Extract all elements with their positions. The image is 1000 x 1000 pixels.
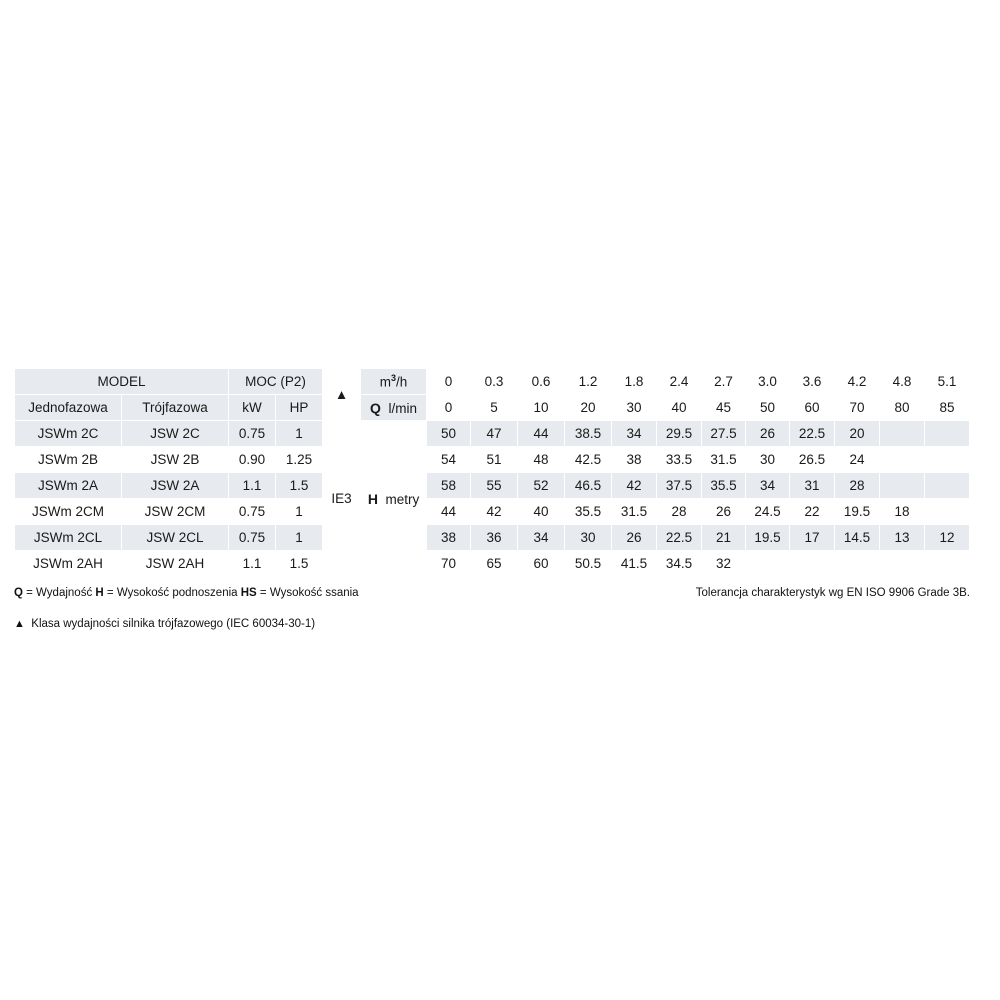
row-1-head-8: 26.5	[790, 447, 835, 473]
table-row	[15, 473, 970, 499]
row-1-head-4: 38	[612, 447, 657, 473]
row-3-head-6: 26	[702, 499, 746, 525]
lmin-label: l/min	[388, 400, 417, 416]
row-3-head-9: 19.5	[835, 499, 880, 525]
row-0-head-10	[880, 421, 925, 447]
row-2-head-11	[925, 473, 970, 499]
row-0-head-6: 27.5	[702, 421, 746, 447]
flow-lmin-1: 5	[471, 395, 518, 421]
flow-lmin-0: 0	[427, 395, 471, 421]
flow-lmin-8: 60	[790, 395, 835, 421]
legend-q-symbol: Q	[14, 587, 23, 599]
row-0-head-0: 50	[427, 421, 471, 447]
flow-lmin-7: 50	[746, 395, 790, 421]
row-5-head-5: 34.5	[657, 551, 702, 577]
row-3-single: JSWm 2CM	[15, 499, 122, 525]
row-2-single: JSWm 2A	[15, 473, 122, 499]
flow-m3h-9: 4.2	[835, 369, 880, 395]
flow-lmin-9: 70	[835, 395, 880, 421]
row-0-head-3: 38.5	[565, 421, 612, 447]
row-3-kw: 0.75	[229, 499, 276, 525]
flow-lmin-10: 80	[880, 395, 925, 421]
legend-q-text: = Wydajność	[22, 587, 96, 599]
row-5-head-11	[925, 551, 970, 577]
row-3-head-4: 31.5	[612, 499, 657, 525]
row-4-head-9: 14.5	[835, 525, 880, 551]
row-1-head-9: 24	[835, 447, 880, 473]
row-4-kw: 0.75	[229, 525, 276, 551]
row-2-head-1: 55	[471, 473, 518, 499]
row-4-head-10: 13	[880, 525, 925, 551]
header-three-phase: Trójfazowa	[122, 395, 229, 421]
pump-spec-table-wrapper	[14, 368, 970, 577]
row-0-head-4: 34	[612, 421, 657, 447]
table-header-row-1	[15, 369, 970, 395]
row-0-head-11	[925, 421, 970, 447]
flow-m3h-4: 1.8	[612, 369, 657, 395]
row-1-single: JSWm 2B	[15, 447, 122, 473]
flow-m3h-2: 0.6	[518, 369, 565, 395]
row-2-head-8: 31	[790, 473, 835, 499]
row-1-head-1: 51	[471, 447, 518, 473]
row-5-head-9	[835, 551, 880, 577]
row-5-head-0: 70	[427, 551, 471, 577]
row-2-head-10	[880, 473, 925, 499]
row-2-head-2: 52	[518, 473, 565, 499]
row-5-three: JSW 2AH	[122, 551, 229, 577]
row-5-head-2: 60	[518, 551, 565, 577]
table-row	[15, 421, 970, 447]
header-flow-unit-lmin	[361, 395, 427, 421]
header-kw: kW	[229, 395, 276, 421]
table-row	[15, 525, 970, 551]
row-1-kw: 0.90	[229, 447, 276, 473]
row-5-head-7	[746, 551, 790, 577]
legend-h-text: = Wysokość podnoszenia	[103, 587, 241, 599]
row-2-kw: 1.1	[229, 473, 276, 499]
row-4-head-11: 12	[925, 525, 970, 551]
row-0-head-9: 20	[835, 421, 880, 447]
row-2-three: JSW 2A	[122, 473, 229, 499]
row-4-head-0: 38	[427, 525, 471, 551]
flow-lmin-11: 85	[925, 395, 970, 421]
row-2-head-4: 42	[612, 473, 657, 499]
row-5-kw: 1.1	[229, 551, 276, 577]
flow-m3h-7: 3.0	[746, 369, 790, 395]
row-3-head-1: 42	[471, 499, 518, 525]
row-3-head-0: 44	[427, 499, 471, 525]
footer-ie-note	[14, 618, 315, 630]
flow-m3h-5: 2.4	[657, 369, 702, 395]
row-5-head-4: 41.5	[612, 551, 657, 577]
pump-spec-table	[14, 368, 970, 577]
flow-m3h-3: 1.2	[565, 369, 612, 395]
row-0-three: JSW 2C	[122, 421, 229, 447]
flow-lmin-5: 40	[657, 395, 702, 421]
legend-text	[14, 587, 359, 599]
row-4-head-2: 34	[518, 525, 565, 551]
header-single-phase: Jednofazowa	[15, 395, 122, 421]
row-1-head-10	[880, 447, 925, 473]
legend-h-symbol: H	[95, 587, 104, 599]
row-1-hp: 1.25	[276, 447, 323, 473]
table-header-row-2	[15, 395, 970, 421]
row-1-head-6: 31.5	[702, 447, 746, 473]
header-model-group: MODEL	[15, 369, 229, 395]
row-1-head-5: 33.5	[657, 447, 702, 473]
row-0-head-1: 47	[471, 421, 518, 447]
flow-m3h-1: 0.3	[471, 369, 518, 395]
legend-hs-symbol: HS	[240, 587, 257, 599]
row-5-head-6: 32	[702, 551, 746, 577]
h-metry-cell	[361, 421, 427, 577]
row-1-head-2: 48	[518, 447, 565, 473]
row-4-head-1: 36	[471, 525, 518, 551]
row-4-head-7: 19.5	[746, 525, 790, 551]
row-2-head-3: 46.5	[565, 473, 612, 499]
row-5-head-3: 50.5	[565, 551, 612, 577]
row-2-head-6: 35.5	[702, 473, 746, 499]
row-5-head-8	[790, 551, 835, 577]
row-1-head-11	[925, 447, 970, 473]
triangle-icon: ▲	[14, 618, 25, 630]
row-2-head-5: 37.5	[657, 473, 702, 499]
row-3-hp: 1	[276, 499, 323, 525]
row-0-head-5: 29.5	[657, 421, 702, 447]
row-3-head-11	[925, 499, 970, 525]
row-0-head-7: 26	[746, 421, 790, 447]
row-2-head-7: 34	[746, 473, 790, 499]
row-3-head-2: 40	[518, 499, 565, 525]
row-3-head-5: 28	[657, 499, 702, 525]
header-hp: HP	[276, 395, 323, 421]
flow-lmin-2: 10	[518, 395, 565, 421]
row-3-head-10: 18	[880, 499, 925, 525]
row-0-kw: 0.75	[229, 421, 276, 447]
row-5-single: JSWm 2AH	[15, 551, 122, 577]
flow-lmin-4: 30	[612, 395, 657, 421]
row-1-head-3: 42.5	[565, 447, 612, 473]
table-row	[15, 447, 970, 473]
row-4-head-5: 22.5	[657, 525, 702, 551]
row-3-head-3: 35.5	[565, 499, 612, 525]
row-4-single: JSWm 2CL	[15, 525, 122, 551]
q-symbol: Q	[370, 399, 381, 416]
row-2-head-0: 58	[427, 473, 471, 499]
row-1-head-0: 54	[427, 447, 471, 473]
h-symbol: H	[367, 490, 378, 507]
flow-m3h-10: 4.8	[880, 369, 925, 395]
header-flow-unit-m3h: $m^3/h$	[361, 369, 427, 395]
table-row	[15, 551, 970, 577]
row-4-head-4: 26	[612, 525, 657, 551]
row-0-single: JSWm 2C	[15, 421, 122, 447]
row-2-hp: 1.5	[276, 473, 323, 499]
row-3-head-7: 24.5	[746, 499, 790, 525]
flow-m3h-6: 2.7	[702, 369, 746, 395]
h-unit: metry	[385, 491, 420, 507]
row-3-head-8: 22	[790, 499, 835, 525]
legend-hs-text: = Wysokość ssania	[256, 587, 359, 599]
row-4-head-6: 21	[702, 525, 746, 551]
row-1-three: JSW 2B	[122, 447, 229, 473]
flow-lmin-6: 45	[702, 395, 746, 421]
row-4-three: JSW 2CL	[122, 525, 229, 551]
tolerance-note: Tolerancja charakterystyk wg EN ISO 9906 Grade 3B.	[695, 587, 970, 599]
flow-m3h-8: 3.6	[790, 369, 835, 395]
row-4-head-8: 17	[790, 525, 835, 551]
ie-note-text: Klasa wydajności silnika trójfazowego (IEC 60034-30-1)	[31, 618, 316, 630]
flow-lmin-3: 20	[565, 395, 612, 421]
row-3-three: JSW 2CM	[122, 499, 229, 525]
row-0-hp: 1	[276, 421, 323, 447]
table-row	[15, 499, 970, 525]
row-5-hp: 1.5	[276, 551, 323, 577]
flow-m3h-11: 5.1	[925, 369, 970, 395]
row-5-head-1: 65	[471, 551, 518, 577]
footer-legend-row	[14, 587, 970, 599]
row-4-hp: 1	[276, 525, 323, 551]
row-0-head-8: 22.5	[790, 421, 835, 447]
row-5-head-10	[880, 551, 925, 577]
row-2-head-9: 28	[835, 473, 880, 499]
row-0-head-2: 44	[518, 421, 565, 447]
row-1-head-7: 30	[746, 447, 790, 473]
row-4-head-3: 30	[565, 525, 612, 551]
header-efficiency-icon: ▲	[323, 369, 361, 421]
ie-class-cell: IE3	[323, 421, 361, 577]
flow-m3h-0: 0	[427, 369, 471, 395]
header-power-group: MOC (P2)	[229, 369, 323, 395]
